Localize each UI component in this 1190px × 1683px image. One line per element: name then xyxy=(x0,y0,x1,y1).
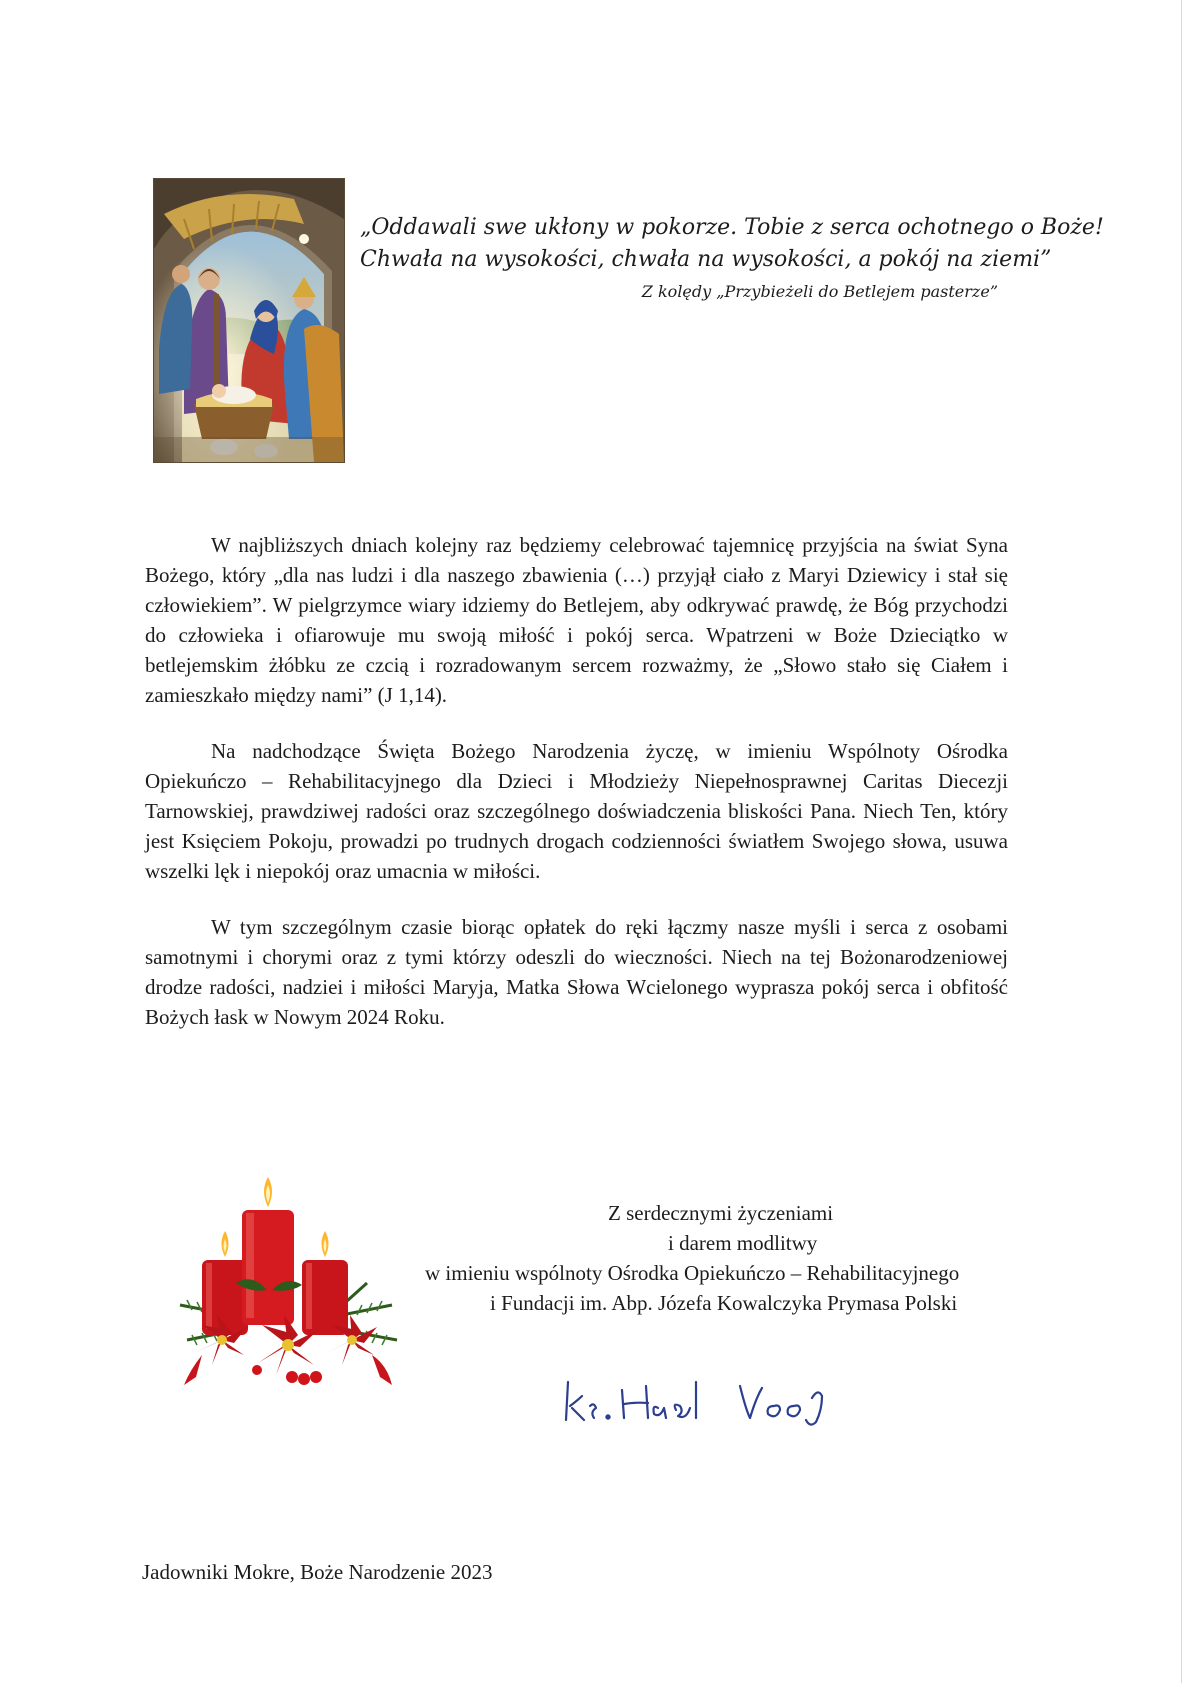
nativity-scene-image xyxy=(153,178,345,463)
closing-line-2: i darem modlitwy xyxy=(668,1231,818,1255)
body-paragraph-2: Na nadchodzące Święta Bożego Narodzenia życzę, w imieniu Wspólnoty Ośrodka Opiekuńczo – Rehabilitacyjnego dla Dzieci i Młodzieży Niepełnosprawnej Caritas Diecezji Tarnowskiej, prawdziwej radości oraz szczególnego doświadczenia bliskości Pana. Niech Ten, który jest Księciem Pokoju, prowadzi po trudnych drogach codzienności światłem Swojego słowa, usuwa wszelki lęk i niepokój oraz umacnia w miłości. xyxy=(145,739,1008,883)
closing-line-1: Z serdecznymi życzeniami xyxy=(608,1201,834,1225)
christmas-candles-image xyxy=(172,1165,404,1395)
closing-line-3: w imieniu wspólnoty Ośrodka Opiekuńczo – Rehabilitacyjnego xyxy=(425,1261,960,1285)
handwritten-signature xyxy=(560,1362,830,1442)
body-paragraph-3: W tym szczególnym czasie biorąc opłatek do ręki łączmy nasze myśli i serca z osobami samotnymi i chorymi oraz z tymi którzy odeszli do wieczności. Niech na tej Bożonarodzeniowej drodze radości, nadziei i miłości Maryja, Matka Słowa Wcielonego wyprasza pokój serca i obfitość Bożych łask w Nowym 2024 Roku. xyxy=(145,915,1008,1029)
closing-line-4: i Fundacji im. Abp. Józefa Kowalczyka Prymasa Polski xyxy=(490,1291,958,1315)
quote-line-1: „Oddawali swe ukłony w pokorze. Tobie z serca ochotnego o Boże! xyxy=(360,215,1104,240)
page-edge-line xyxy=(1181,0,1182,1683)
closing-block xyxy=(420,1198,1010,1318)
place-and-date: Jadowniki Mokre, Boże Narodzenie 2023 xyxy=(142,1560,493,1584)
letter-body xyxy=(145,530,1008,1058)
carol-quote xyxy=(360,212,1104,306)
quote-source: Z kolędy „Przybieżeli do Betlejem pasterze” xyxy=(641,282,998,301)
quote-line-2: Chwała na wysokości, chwała na wysokości, a pokój na ziemi” xyxy=(360,247,1052,272)
body-paragraph-1: W najbliższych dniach kolejny raz będziemy celebrować tajemnicę przyjścia na świat Syna Bożego, który „dla nas ludzi i dla naszego zbawienia (…) przyjął ciało z Maryi Dziewicy i stał się człowiekiem”. W pielgrzymce wiary idziemy do Betlejem, aby odkrywać prawdę, że Bóg przychodzi do człowieka i ofiarowuje mu swoją miłość i pokój serca. Wpatrzeni w Boże Dzieciątko w betlejemskim żłóbku ze czcią i rozradowanym sercem rozważmy, że „Słowo stało się Ciałem i zamieszkało między nami” (J 1,14). xyxy=(145,533,1008,707)
